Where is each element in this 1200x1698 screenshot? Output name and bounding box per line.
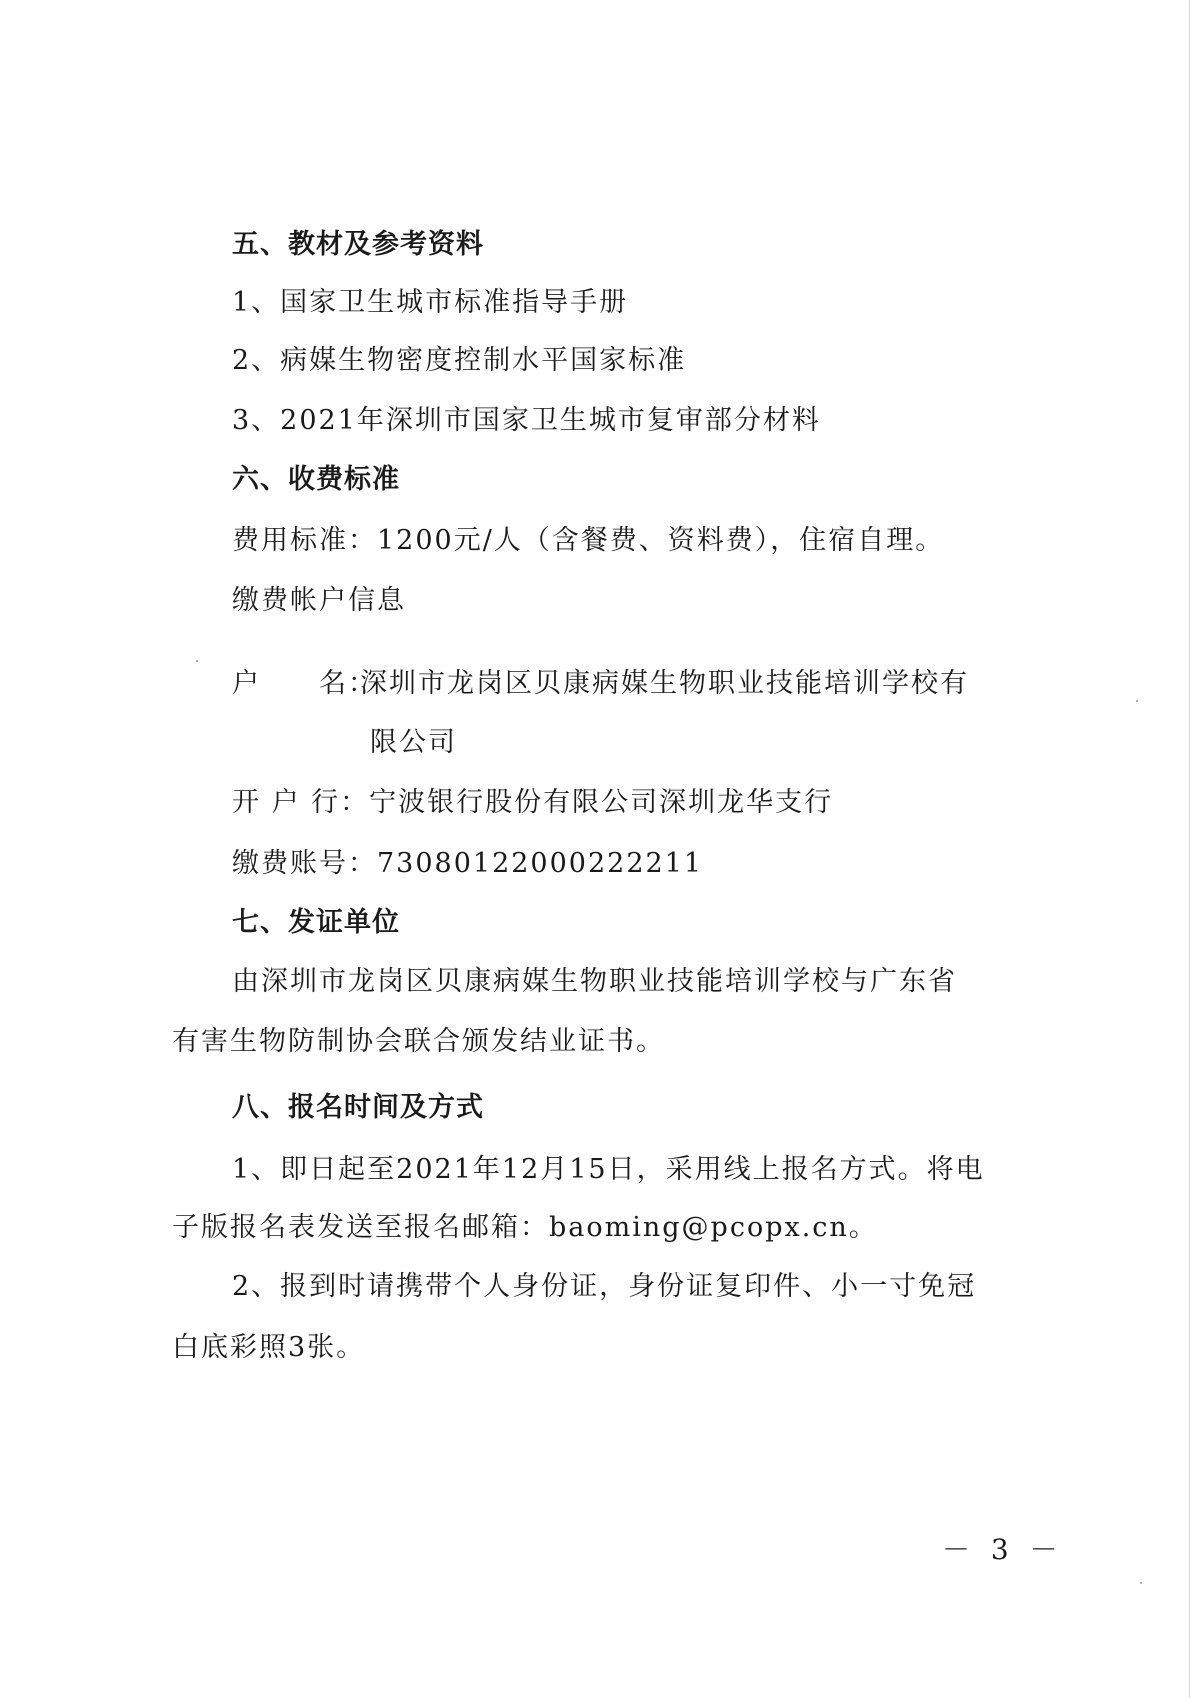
reference-item-1: 1、国家卫生城市标准指导手册: [232, 287, 629, 318]
certificate-text-line1: 由深圳市龙岗区贝康病媒生物职业技能培训学校与广东省: [232, 966, 957, 997]
bank-label: 开 户 行：: [232, 787, 370, 818]
registration-item-1-line1: 1、即日起至2021年12月15日，采用线上报名方式。将电: [232, 1154, 985, 1185]
reference-item-2: 2、病媒生物密度控制水平国家标准: [232, 345, 687, 376]
bank-row: [232, 783, 833, 823]
account-info-title: 缴费帐户信息: [232, 585, 406, 616]
scan-edge-line: [1189, 0, 1190, 1698]
section-5-heading: 五、教材及参考资料: [232, 229, 484, 260]
fee-standard: 费用标准：1200元/人（含餐费、资料费），住宿自理。: [232, 525, 945, 556]
section-6-heading: 六、收费标准: [232, 464, 400, 495]
account-number-label: 缴费账号：: [232, 848, 377, 879]
reference-item-3: 3、2021年深圳市国家卫生城市复审部分材料: [232, 405, 821, 436]
page-number: － 3 －: [942, 1533, 1064, 1566]
registration-item-1-line2: 子版报名表发送至报名邮箱：baoming@pcopx.cn。: [172, 1212, 878, 1243]
scan-speck: [196, 660, 198, 662]
account-name-value-line1: 深圳市龙岗区贝康病媒生物职业技能培训学校有: [360, 668, 969, 699]
registration-item-2-line2: 白底彩照3张。: [172, 1332, 366, 1363]
account-name-value-line2: 限公司: [370, 727, 457, 758]
registration-item-2-line1: 2、报到时请携带个人身份证，身份证复印件、小一寸免冠: [232, 1271, 977, 1302]
account-name-label: 户 名：: [232, 668, 377, 699]
account-name-row: [232, 664, 969, 704]
scan-speck: [1136, 700, 1138, 702]
account-number-value: 73080122000222211: [377, 848, 704, 879]
section-8-heading: 八、报名时间及方式: [232, 1092, 484, 1123]
section-7-heading: 七、发证单位: [232, 907, 400, 938]
bank-value: 宁波银行股份有限公司深圳龙华支行: [369, 787, 834, 818]
account-number-row: [232, 844, 703, 884]
scan-speck: [1140, 1582, 1142, 1584]
certificate-text-line2: 有害生物防制协会联合颁发结业证书。: [172, 1026, 665, 1057]
